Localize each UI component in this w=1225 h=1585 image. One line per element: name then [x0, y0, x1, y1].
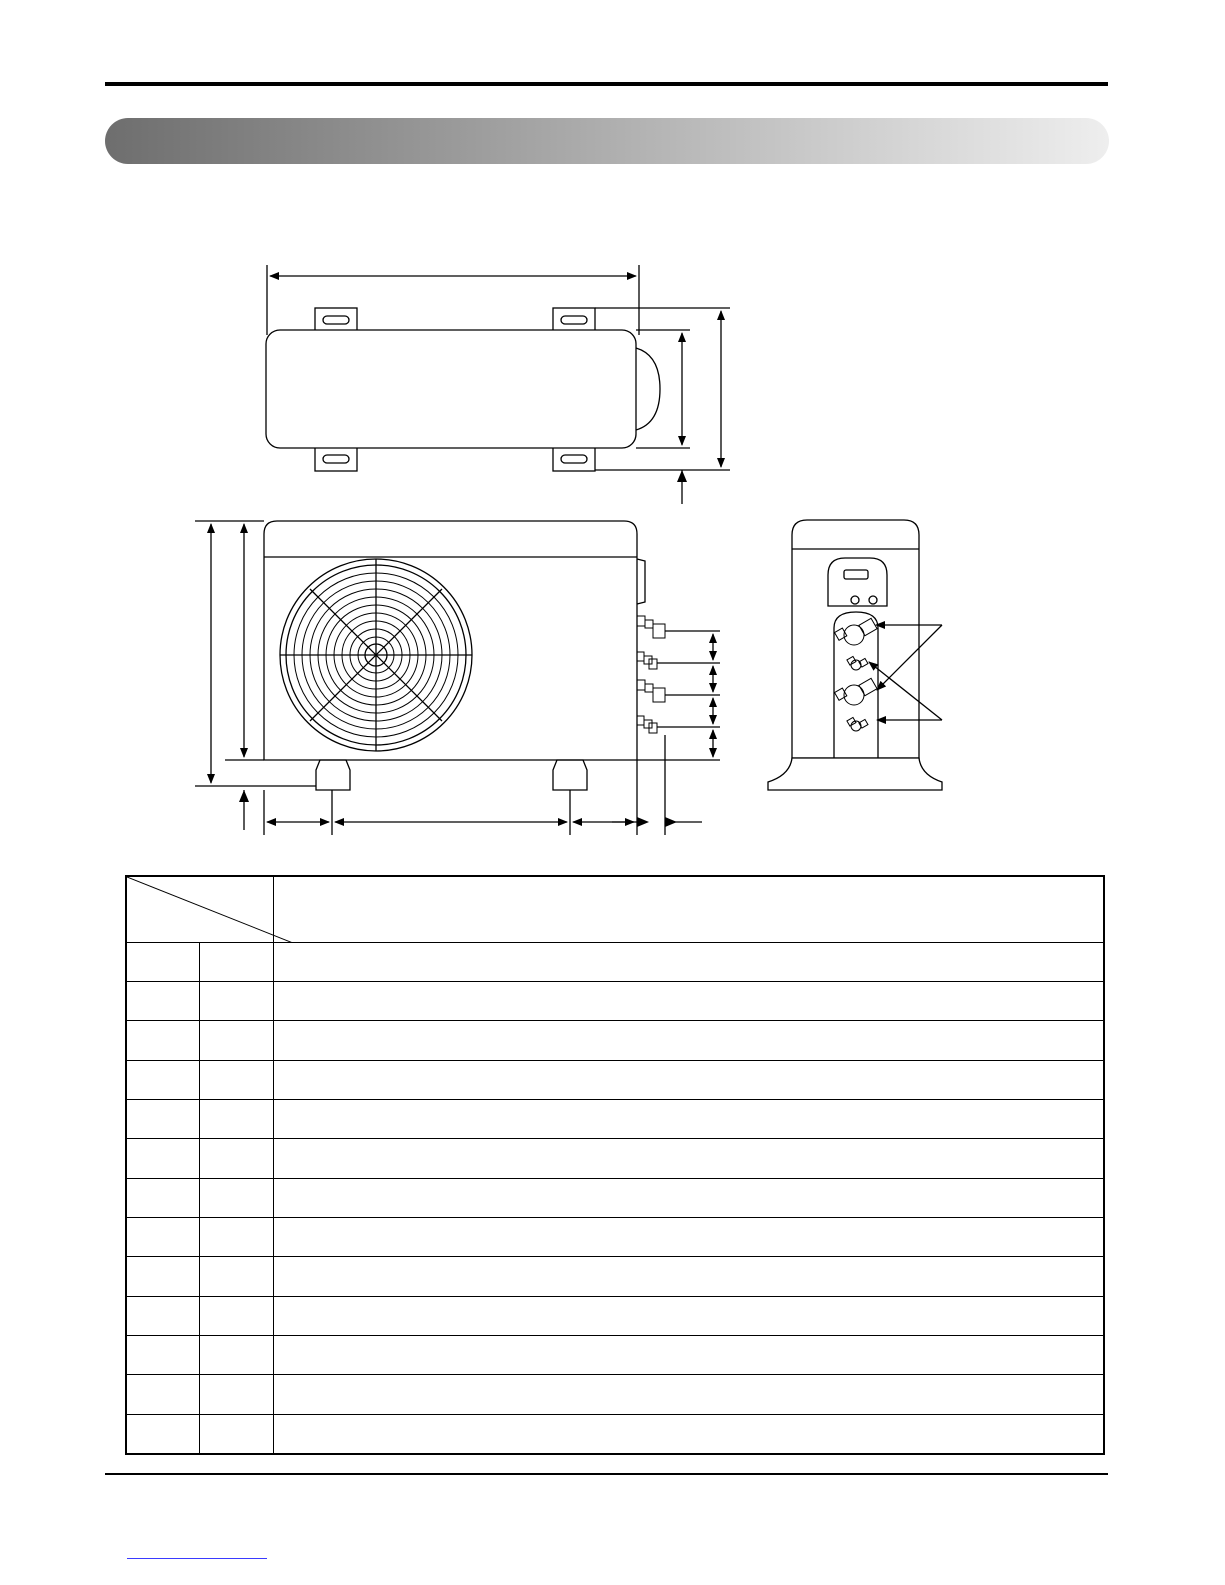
row-value: [274, 1178, 1105, 1217]
front-view: [195, 521, 720, 835]
table-row: [126, 1021, 1104, 1060]
table-row: [126, 1139, 1104, 1178]
table-row: [126, 1296, 1104, 1335]
row-unit: [200, 1414, 274, 1454]
row-unit: [200, 1178, 274, 1217]
row-unit: [200, 981, 274, 1020]
row-symbol: [126, 1375, 200, 1414]
service-valves: [637, 616, 665, 733]
row-symbol: [126, 1099, 200, 1138]
row-symbol: [126, 1021, 200, 1060]
row-value: [274, 1139, 1105, 1178]
row-value: [274, 942, 1105, 981]
row-unit: [200, 1296, 274, 1335]
row-value: [274, 1099, 1105, 1138]
header-value-cell: [274, 876, 1105, 942]
row-value: [274, 981, 1105, 1020]
table-row: [126, 1375, 1104, 1414]
table-row: [126, 981, 1104, 1020]
row-unit: [200, 1217, 274, 1256]
header-diagonal-cell: [126, 876, 274, 942]
row-value: [274, 1217, 1105, 1256]
row-symbol: [126, 942, 200, 981]
table-row: [126, 1060, 1104, 1099]
row-value: [274, 1375, 1105, 1414]
row-symbol: [126, 1296, 200, 1335]
dimension-spec-table: [125, 875, 1105, 1455]
row-symbol: [126, 1178, 200, 1217]
table-row: [126, 1217, 1104, 1256]
top-view: [266, 265, 730, 504]
footer-link-underline[interactable]: [127, 1558, 267, 1559]
row-symbol: [126, 1060, 200, 1099]
row-symbol: [126, 1414, 200, 1454]
side-view: [768, 520, 942, 790]
row-unit: [200, 1335, 274, 1374]
row-symbol: [126, 981, 200, 1020]
row-unit: [200, 1375, 274, 1414]
row-value: [274, 1296, 1105, 1335]
row-unit: [200, 942, 274, 981]
row-value: [274, 1257, 1105, 1296]
row-unit: [200, 1139, 274, 1178]
table-row: [126, 1178, 1104, 1217]
row-unit: [200, 1021, 274, 1060]
table-row: [126, 1335, 1104, 1374]
row-value: [274, 1335, 1105, 1374]
row-symbol: [126, 1335, 200, 1374]
row-symbol: [126, 1257, 200, 1296]
row-value: [274, 1060, 1105, 1099]
table-row: [126, 1099, 1104, 1138]
row-unit: [200, 1257, 274, 1296]
row-symbol: [126, 1217, 200, 1256]
table-header-row: [126, 876, 1104, 942]
table-row: [126, 942, 1104, 981]
row-symbol: [126, 1139, 200, 1178]
row-unit: [200, 1060, 274, 1099]
row-value: [274, 1414, 1105, 1454]
table-row: [126, 1414, 1104, 1454]
row-value: [274, 1021, 1105, 1060]
table-row: [126, 1257, 1104, 1296]
bottom-rule: [105, 1473, 1108, 1475]
diagonal-line: [127, 877, 293, 943]
row-unit: [200, 1099, 274, 1138]
